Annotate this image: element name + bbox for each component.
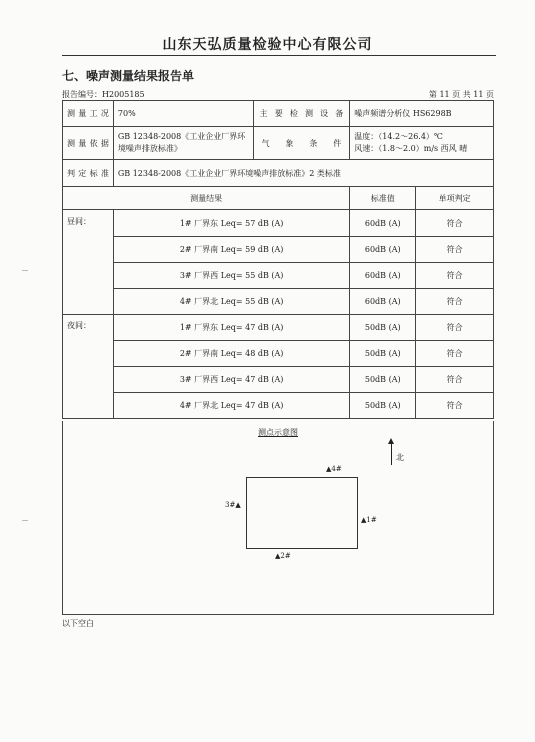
basis-value: GB 12348-2008《工业企业厂界环境噪声排放标准》 [113,127,253,160]
basis-label: 测量依据 [63,127,114,160]
weather-cell [350,127,494,160]
point-2: ▲2# [275,552,291,560]
result-text: 1# 厂界东 Leq= 57 dB (A) [113,210,349,237]
result-limit: 50dB (A) [350,393,416,419]
report-number: 报告编号：H2005185 [62,90,145,99]
end-note: 以下空白 [62,619,94,628]
result-text: 2# 厂界南 Leq= 48 dB (A) [113,341,349,367]
north-label: 北 [396,453,404,462]
margin-mark [22,270,28,271]
result-judge: 符合 [416,315,494,341]
report-meta [62,89,494,100]
result-limit: 60dB (A) [350,210,416,237]
measurement-point-diagram [62,421,494,615]
result-limit: 60dB (A) [350,237,416,263]
point-4: ▲4# [326,465,342,473]
site-boundary [246,477,358,549]
result-limit: 50dB (A) [350,315,416,341]
noise-report-table [62,100,494,419]
result-judge: 符合 [416,237,494,263]
result-text: 4# 厂界北 Leq= 55 dB (A) [113,289,349,315]
instrument-value: 噪声频谱分析仪 HS6298B [350,101,494,127]
col-limit-header: 标准值 [350,187,416,210]
night-label: 夜间： [63,315,114,419]
point-3: 3#▲ [225,501,241,509]
col-result-header: 测量结果 [63,187,350,210]
result-judge: 符合 [416,367,494,393]
weather-label: 气象条件 [253,127,350,160]
result-limit: 60dB (A) [350,289,416,315]
weather-wind: 风速：（1.8～2.0）m/s 西风 晴 [354,144,468,153]
result-judge: 符合 [416,393,494,419]
col-judge-header: 单项判定 [416,187,494,210]
result-text: 4# 厂界北 Leq= 47 dB (A) [113,393,349,419]
day-label: 昼间： [63,210,114,315]
result-text: 2# 厂界南 Leq= 59 dB (A) [113,237,349,263]
result-judge: 符合 [416,210,494,237]
condition-label: 测量工况 [63,101,114,127]
result-limit: 60dB (A) [350,263,416,289]
page-info: 第 11 页 共 11 页 [428,90,494,99]
header-rule [62,55,496,56]
company-header: 山东天弘质量检验中心有限公司 [162,37,373,53]
result-judge: 符合 [416,341,494,367]
standard-value: GB 12348-2008《工业企业厂界环境噪声排放标准》2 类标准 [113,160,493,187]
result-text: 3# 厂界西 Leq= 55 dB (A) [113,263,349,289]
result-limit: 50dB (A) [350,341,416,367]
instrument-label: 主要检测设备 [253,101,350,127]
condition-value: 70% [113,101,253,127]
standard-label: 判定标准 [63,160,114,187]
point-1: ▲1# [361,516,377,524]
weather-temp: 温度：（14.2～26.4）℃ [354,132,443,141]
result-text: 1# 厂界东 Leq= 47 dB (A) [113,315,349,341]
diagram-title: 测点示意图 [258,428,298,437]
result-limit: 50dB (A) [350,367,416,393]
margin-mark [22,520,28,521]
north-arrow-icon [391,443,392,465]
section-title: 七、噪声测量结果报告单 [62,69,195,83]
result-text: 3# 厂界西 Leq= 47 dB (A) [113,367,349,393]
result-judge: 符合 [416,289,494,315]
result-judge: 符合 [416,263,494,289]
